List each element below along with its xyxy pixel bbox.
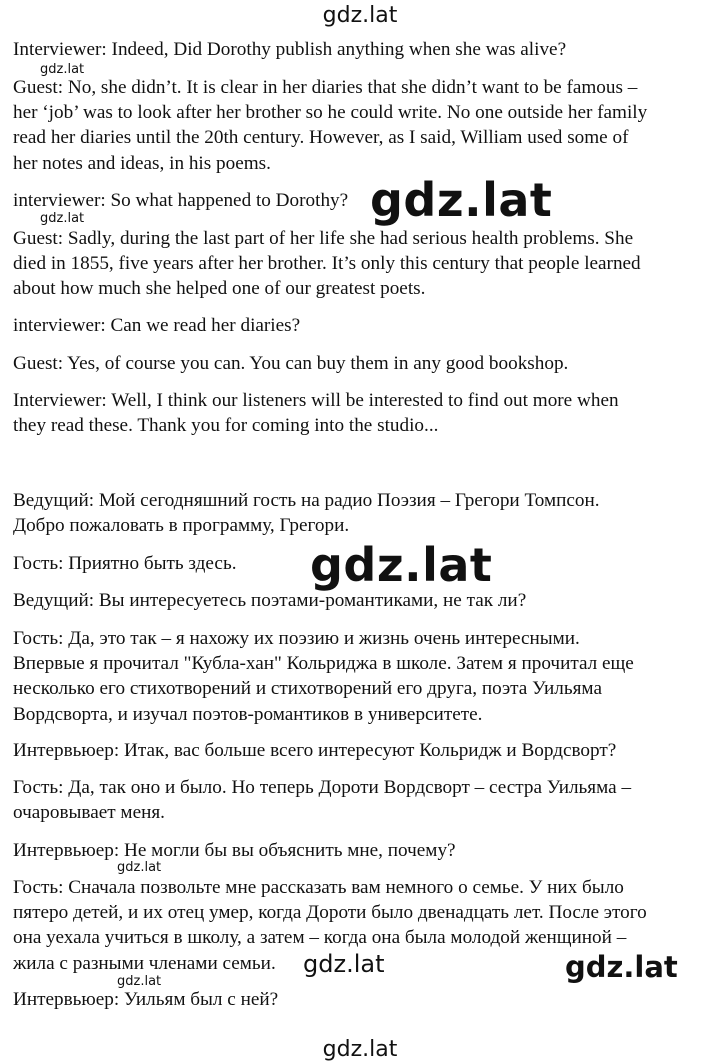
text-line: Впервые я прочитал "Кубла-хан" Кольриджа в школе. Затем я прочитал еще	[13, 653, 634, 675]
text-line: Добро пожаловать в программу, Грегори.	[13, 515, 350, 537]
text-line: Вордсворта, и изучал поэтов-романтиков в университете.	[13, 703, 483, 725]
transcript-paragraph	[13, 188, 703, 213]
watermark-header: gdz.lat	[322, 3, 398, 28]
text-line: несколько его стихотворений и стихотворений его друга, поэта Уильяма	[13, 678, 602, 700]
text-line: она уехала учиться в школу, а затем – когда она была молодой женщиной –	[13, 927, 627, 949]
text-line: Гость: Сначала позвольте мне рассказать вам немного о семье. У них было	[13, 877, 624, 898]
text-line: interviewer: So what happened to Dorothy?	[13, 190, 349, 211]
text-line: жила с разными членами семьи.	[13, 952, 276, 974]
translation-paragraph	[13, 626, 703, 727]
text-line: Гость: Да, так оно и было. Но теперь Дороти Вордсворт – сестра Уильяма –	[13, 777, 632, 798]
translation-paragraph	[13, 987, 703, 1012]
text-line: read her diaries until the 20th century. However, as I said, William used some of	[13, 127, 629, 149]
translation-paragraph	[13, 551, 703, 576]
text-line: Interviewer: Well, I think our listeners will be interested to find out more when	[13, 390, 619, 411]
translation-paragraph	[13, 875, 703, 976]
text-line: they read these. Thank you for coming into the studio...	[13, 415, 439, 437]
watermark-small: gdz.lat	[117, 974, 162, 989]
watermark-small: gdz.lat	[40, 62, 85, 77]
text-line: Гость: Приятно быть здесь.	[13, 553, 237, 574]
text-line: Интервьюер: Не могли бы вы объяснить мне, почему?	[13, 840, 456, 861]
translation-paragraph	[13, 488, 703, 538]
watermark-medium: gdz.lat	[303, 950, 385, 978]
text-line: Ведущий: Вы интересуетесь поэтами-романтиками, не так ли?	[13, 590, 527, 611]
watermark-medium: gdz.lat	[565, 950, 678, 984]
watermark-small: gdz.lat	[40, 211, 85, 226]
translation-paragraph	[13, 588, 703, 613]
translation-paragraph	[13, 738, 703, 763]
transcript-paragraph	[13, 351, 703, 376]
transcript-paragraph	[13, 37, 703, 62]
transcript-paragraph	[13, 313, 703, 338]
text-line: died in 1855, five years after her brother. It’s only this century that people learned	[13, 253, 641, 275]
watermark-large: gdz.lat	[310, 538, 493, 592]
text-line: Guest: Sadly, during the last part of her life she had serious health problems. She	[13, 228, 634, 249]
text-line: Гость: Да, это так – я нахожу их поэзию и жизнь очень интересными.	[13, 628, 580, 649]
text-line: Interviewer: Indeed, Did Dorothy publish anything when she was alive?	[13, 39, 567, 60]
watermark-footer: gdz.lat	[322, 1037, 398, 1062]
watermark-large: gdz.lat	[370, 173, 553, 227]
text-line: Интервьюер: Уильям был с ней?	[13, 989, 279, 1010]
text-line: пятеро детей, и их отец умер, когда Дороти было двенадцать лет. После этого	[13, 902, 647, 924]
transcript-paragraph	[13, 388, 703, 438]
text-line: Guest: No, she didn’t. It is clear in her diaries that she didn’t want to be famous –	[13, 77, 638, 98]
text-line: her ‘job’ was to look after her brother so he could write. No one outside her family	[13, 102, 648, 124]
text-line: Ведущий: Мой сегодняшний гость на радио Поэзия – Грегори Томпсон.	[13, 490, 600, 511]
text-line: Интервьюер: Итак, вас больше всего интересуют Кольридж и Вордсворт?	[13, 740, 617, 761]
translation-paragraph	[13, 838, 703, 863]
text-line: her notes and ideas, in his poems.	[13, 152, 271, 174]
transcript-paragraph	[13, 75, 703, 176]
text-line: очаровывает меня.	[13, 802, 165, 824]
watermark-small: gdz.lat	[117, 860, 162, 875]
translation-paragraph	[13, 775, 703, 825]
text-line: Guest: Yes, of course you can. You can buy them in any good bookshop.	[13, 353, 569, 374]
transcript-paragraph	[13, 226, 703, 302]
text-line: about how much she helped one of our greatest poets.	[13, 278, 426, 300]
text-line: interviewer: Can we read her diaries?	[13, 315, 301, 336]
